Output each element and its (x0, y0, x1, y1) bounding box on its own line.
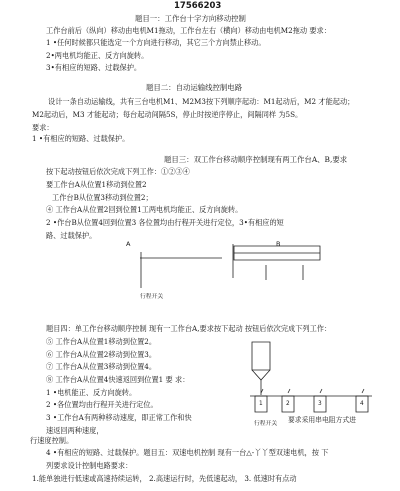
table-carriage (252, 342, 270, 370)
problem1-req-3: 3•有相应的短路、过载保护。 (46, 63, 142, 72)
problem2-req-1: 1 •有相应的短路、过载保护。 (32, 134, 130, 143)
document-id: 17566203 (174, 1, 222, 11)
problem3-title: 题目三：双工作台移动顺序控制现有两工作台A、B,要求 (164, 155, 348, 164)
position-label-4: 4 (360, 401, 364, 407)
problem3-line-2: 要工作台A从位置1移动到位置2 (46, 180, 147, 189)
problem1-req-2: 2•两电机均能正、反方向旋转。 (46, 51, 149, 60)
problem3-line-3: 工作台B从位置3移动到位置2； (52, 193, 153, 202)
problem2-line-1: 设计一条自动运输线，共有三台电机M1、M2M3按下列顺序起动：M1起动后，M2 才能起动； (48, 97, 355, 106)
problem4-req-5: 行速度控制。 (30, 436, 74, 445)
problem4-title: 题目四：单工作台移动顺序控制 现有一工作台A,要求按下起动 按钮后依次完成下列工作： (46, 324, 332, 333)
position-label-1: 1 (259, 401, 263, 407)
table-b-label: B (276, 240, 281, 248)
problem5-line-2: 列要求设计控制电路要求： (46, 461, 133, 470)
position-mark-3 (320, 389, 322, 393)
problem1-description: 工作台前后（纵向）移动由电机M1拖动，工作台左右（横向）移动由电机M2拖动 要求： (46, 26, 331, 35)
position-mark-2 (288, 389, 290, 393)
problem2-line-3: 要求： (32, 123, 54, 132)
problem4-req-2: 2 •各位置均由行程开关进行定位。 (46, 400, 158, 409)
problem4-req-1: 1 •电机能正、反方向旋转。 (46, 388, 137, 397)
position-mark-4 (362, 389, 364, 393)
table-a-label: A (126, 240, 131, 248)
problem1-req-1: 1 •任何时候都只能选定一个方向进行移动，其它三个方向禁止移动。 (46, 38, 266, 47)
position-label-3: 3 (318, 401, 322, 407)
problem3-line-4: ④ 工作台A从位置2回到位置1工两电机均能正、反方向旋转。 (46, 205, 243, 214)
problem2-title: 题目二：自动运输线控制电路 (146, 83, 243, 92)
problem2-line-2: M2起动后，M3 才能起动；每台起动间隔5S，停止时按逆序停止，间隔同样 为5S。 (32, 110, 303, 119)
table-carriage-tip (252, 370, 270, 380)
position-label-2: 2 (286, 401, 290, 407)
problem4-step-3: ⑦ 工作台A从位置3移动到位置4。 (46, 362, 157, 371)
problem3-line-6: 路、过载保护。 (46, 231, 97, 240)
problem4-req-4: 速返回两种速度， (46, 426, 104, 435)
problem4-step-1: ⑤ 工作台A从位置1移动到位置2。 (46, 337, 157, 346)
limit-switch-label-p4: 行程开关 (254, 421, 278, 427)
problem4-step-2: ⑥ 工作台A从位置2移动到位置3。 (46, 350, 157, 359)
problem3-line-5: 2 •作台B从位置4回到位置3 各位置均由行程开关进行定位，3•有相应的短 (46, 218, 284, 227)
problem4-req-3: 3 •工作台A有两种移动速度，即正常工作和快 (46, 413, 192, 422)
problem3-line-1: 按下起动按钮后依次完成下列工作：①②③④ (46, 167, 190, 176)
problem5-line-1: 4 •有相应的短路、过载保护。题目五：双速电机控制 现有一台△-丫丫型双速电机，按 下 (46, 448, 329, 457)
problem4-resistor-note: 要求采用串电阻方式进 (288, 416, 356, 424)
problem4-step-4: ⑧ 工作台A从位置4快速返回到位置1 要 求： (46, 375, 190, 384)
limit-switch-label: 行程开关 (140, 294, 164, 300)
problem5-line-3: 1.能单独进行低速或高速持续运转， 2.高速运行时，先低速起动， 3. 低速时有点动 (32, 474, 297, 483)
problem1-title: 题目一：工作台十字方向移动控制 (135, 14, 246, 23)
